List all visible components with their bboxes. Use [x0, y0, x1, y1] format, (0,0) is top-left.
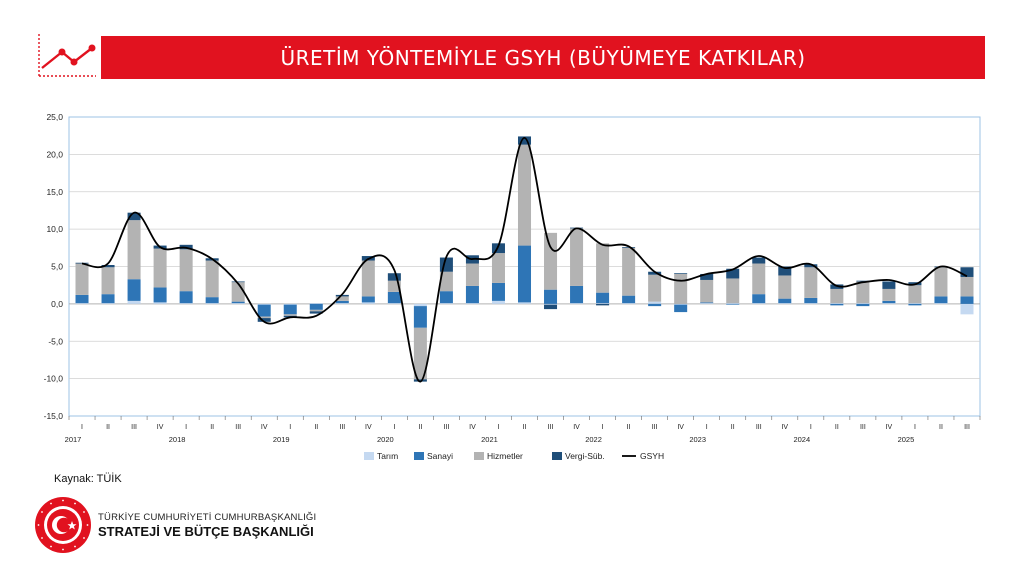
bar-segment [830, 303, 843, 304]
quarter-label: II [418, 424, 423, 431]
bar-segment [674, 305, 687, 312]
quarter-label: I [601, 424, 604, 431]
quarter-label: III [859, 424, 866, 431]
y-tick-label: 15,0 [46, 186, 63, 197]
bar-segment [518, 246, 531, 303]
year-label: 2025 [897, 435, 915, 444]
bar-segment [622, 303, 635, 304]
year-label: 2022 [585, 435, 602, 444]
legend-swatch [414, 452, 424, 460]
bar-segment [466, 286, 479, 303]
institution-seal-logo [34, 496, 92, 554]
legend-label: Sanayi [427, 451, 453, 461]
bar-segment [362, 296, 375, 302]
quarter-label: III [339, 424, 346, 431]
legend-swatch [474, 452, 484, 460]
bar-segment [752, 294, 765, 303]
bar-segment [284, 304, 297, 305]
year-label: 2019 [272, 435, 290, 444]
bar-segment [778, 299, 791, 303]
bar-segment [882, 281, 895, 288]
bar-segment [128, 220, 141, 279]
bar-segment [752, 258, 765, 264]
bar-segment [752, 264, 765, 295]
bar-segment [778, 303, 791, 304]
bar-segment [206, 297, 219, 303]
bar-segment [882, 301, 895, 303]
quarter-label: II [106, 424, 110, 431]
year-label: 2017 [64, 435, 82, 444]
quarter-label: IV [260, 424, 268, 431]
bar-segment [908, 285, 921, 303]
quarter-label: II [834, 424, 839, 431]
bar-segment [674, 273, 687, 274]
bar-segment [492, 283, 505, 301]
quarter-label: I [705, 424, 708, 431]
bar-segment [492, 253, 505, 283]
legend-label: Hizmetler [487, 451, 523, 461]
bar-segment [388, 292, 401, 303]
bar-segment [518, 145, 531, 246]
bar-segment [622, 296, 635, 303]
bar-segment [414, 306, 427, 328]
bar-segment [76, 295, 89, 303]
bar-segment [102, 267, 115, 294]
bar-segment [440, 258, 453, 272]
quarter-label: III [964, 424, 970, 431]
bar-segment [960, 277, 973, 296]
bar-segment [154, 287, 167, 302]
bar-segment [700, 302, 713, 303]
bar-segment [882, 303, 895, 304]
quarter-label: I [497, 424, 500, 431]
bar-segment [908, 304, 921, 305]
bar-segment [414, 304, 427, 306]
bar-segment [258, 305, 271, 317]
bar-segment [310, 310, 323, 311]
y-tick-label: 10,0 [46, 224, 63, 235]
bar-segment [362, 302, 375, 303]
bar-segment [882, 289, 895, 301]
bar-segment [700, 303, 713, 304]
quarter-label: IV [573, 424, 580, 431]
bar-segment [596, 243, 609, 292]
y-tick-label: -5,0 [48, 336, 63, 347]
bar-segment [726, 304, 739, 305]
quarter-label: II [314, 424, 319, 431]
quarter-label: II [939, 424, 943, 431]
year-label: 2021 [481, 435, 498, 444]
bar-segment [206, 303, 219, 304]
y-tick-label: 25,0 [46, 112, 63, 122]
quarter-label: II [730, 424, 735, 431]
year-label: 2020 [376, 435, 394, 444]
bar-segment [336, 301, 349, 303]
org-name-line1: TÜRKİYE CUMHURİYETİ CUMHURBAŞKANLIĞI [98, 512, 317, 523]
bar-segment [856, 304, 869, 306]
bar-segment [648, 275, 661, 302]
bar-segment [804, 298, 817, 303]
bar-segment [232, 302, 245, 303]
bar-segment [778, 275, 791, 298]
bar-segment [440, 303, 453, 304]
bar-segment [284, 305, 297, 315]
page-title: ÜRETİM YÖNTEMİYLE GSYH (BÜYÜMEYE KATKILAR) [280, 45, 806, 70]
bar-segment [934, 296, 947, 303]
bar-segment [648, 304, 661, 306]
legend-swatch [552, 452, 562, 460]
y-tick-label: -10,0 [43, 373, 63, 384]
bar-segment [76, 264, 89, 295]
bar-segment [258, 304, 271, 305]
bar-segment [622, 248, 635, 296]
bar-segment [570, 228, 583, 286]
bar-segment [570, 286, 583, 303]
bar-segment [180, 303, 193, 304]
y-tick-label: 20,0 [46, 149, 63, 160]
quarter-label: II [626, 424, 631, 431]
bar-segment [492, 301, 505, 304]
bar-segment [284, 314, 297, 315]
quarter-label: I [289, 424, 292, 431]
bar-segment [804, 303, 817, 304]
quarter-label: III [547, 424, 554, 431]
bar-segment [310, 303, 323, 304]
quarter-label: I [81, 424, 83, 431]
legend-label: GSYH [640, 451, 665, 461]
y-tick-label: -15,0 [43, 411, 63, 421]
bar-segment [388, 303, 401, 304]
bar-segment [76, 303, 89, 304]
bar-segment [596, 304, 609, 305]
bar-segment [544, 304, 557, 305]
legend-swatch [364, 452, 374, 460]
bar-segment [960, 304, 973, 314]
quarter-label: IV [677, 424, 684, 431]
y-tick-label: 0,0 [51, 298, 63, 309]
quarter-label: I [913, 424, 916, 431]
year-label: 2023 [689, 435, 707, 444]
quarter-label: I [809, 424, 812, 431]
bar-segment [804, 267, 817, 298]
bar-segment [908, 303, 921, 304]
bar-segment [830, 304, 843, 305]
quarter-label: I [185, 424, 188, 431]
quarter-label: III [235, 424, 242, 431]
bar-segment [310, 304, 323, 310]
quarter-label: II [522, 424, 527, 431]
org-name-line2: STRATEJİ VE BÜTÇE BAŞKANLIĞI [98, 524, 314, 539]
y-tick-label: 5,0 [51, 261, 63, 272]
bar-segment [206, 261, 219, 298]
quarter-label: III [755, 424, 762, 431]
bar-segment [154, 249, 167, 288]
bar-segment [934, 267, 947, 296]
quarter-label: III [443, 424, 450, 431]
bar-segment [180, 249, 193, 291]
bar-segment [570, 303, 583, 304]
quarter-label: I [393, 424, 396, 431]
year-label: 2024 [793, 435, 811, 444]
source-label: Kaynak: TÜİK [54, 473, 122, 485]
quarter-label: IV [885, 424, 893, 431]
bar-segment [544, 290, 557, 304]
bar-segment [830, 289, 843, 303]
bar-segment [726, 278, 739, 303]
quarter-label: II [210, 424, 215, 431]
bar-segment [128, 279, 141, 301]
bar-segment [596, 293, 609, 303]
bar-segment [180, 291, 193, 303]
bar-segment [362, 261, 375, 297]
bar-segment [466, 303, 479, 304]
year-label: 2018 [168, 435, 186, 444]
quarter-label: IV [469, 424, 476, 431]
bar-segment [544, 233, 557, 290]
bar-segment [674, 274, 687, 304]
quarter-label: III [651, 424, 658, 431]
bar-segment [752, 303, 765, 304]
bar-segment [648, 302, 661, 304]
bar-segment [102, 303, 115, 304]
bar-segment [726, 303, 739, 304]
legend-label: Tarım [377, 451, 399, 461]
bar-segment [856, 281, 869, 303]
bar-segment [466, 264, 479, 286]
quarter-label: IV [156, 424, 164, 431]
bar-segment [518, 302, 531, 303]
quarter-label: IV [781, 424, 789, 431]
bar-segment [440, 291, 453, 303]
bar-segment [934, 303, 947, 304]
bar-segment [960, 296, 973, 303]
quarter-label: III [131, 424, 137, 431]
legend-label: Vergi-Süb. [565, 451, 605, 461]
bar-segment [596, 303, 609, 304]
bar-segment [856, 303, 869, 304]
bar-segment [102, 294, 115, 303]
bar-segment [388, 273, 401, 280]
bar-segment [154, 302, 167, 303]
bar-segment [544, 305, 557, 309]
bar-segment [700, 280, 713, 302]
bar-segment [128, 301, 141, 304]
bar-segment [232, 303, 245, 304]
quarter-label: IV [365, 424, 372, 431]
bar-segment [336, 303, 349, 304]
bar-segment [674, 304, 687, 305]
bar-segment [232, 281, 245, 282]
